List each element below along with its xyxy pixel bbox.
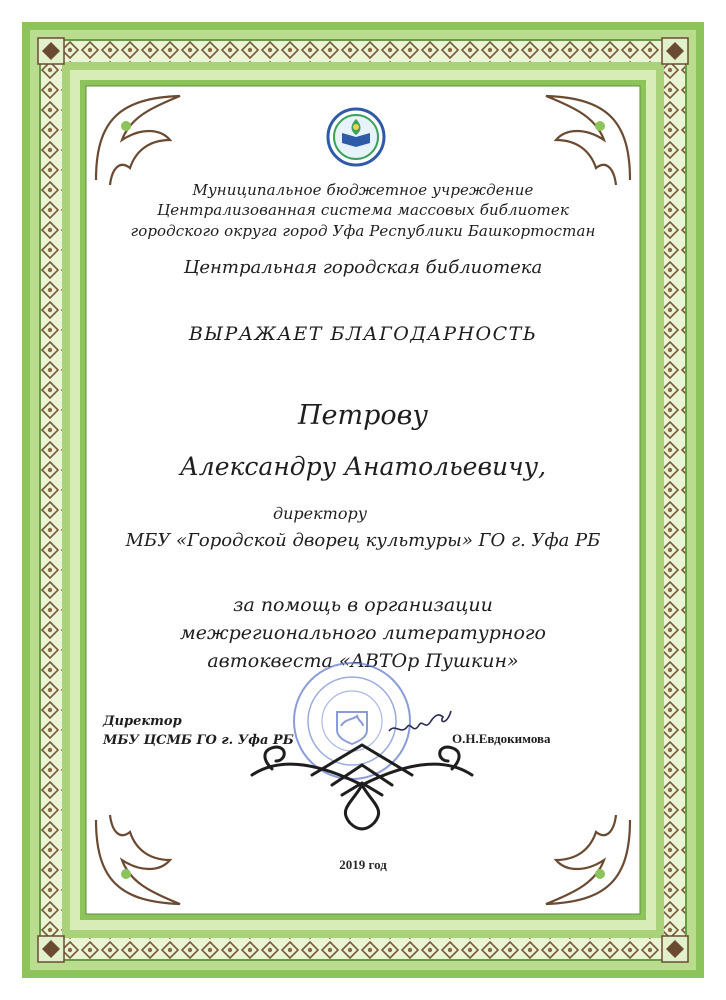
signatory-title-line-1: Директор (103, 714, 182, 729)
reason-line-2: межрегионального литературного (180, 622, 546, 644)
recipient-position: директору (272, 504, 368, 523)
signatory-title-line-2: МБУ ЦСМБ ГО г. Уфа РБ (103, 733, 294, 748)
reason-line-3: автоквеста «АВТОр Пушкин» (207, 650, 519, 672)
reason-line-1: за помощь в организации (233, 594, 493, 616)
library-emblem-icon (326, 107, 386, 167)
organization-line-3: городского округа город Уфа Республики Башкортостан (130, 222, 596, 240)
signatory-name: О.Н.Евдокимова (452, 731, 551, 746)
library-name: Центральная городская библиотека (183, 257, 543, 278)
certificate-heading: ВЫРАЖАЕТ БЛАГОДАРНОСТЬ (188, 323, 538, 345)
organization-line-2: Централизованная система массовых библиотек (157, 201, 569, 219)
recipient-surname: Петрову (297, 400, 429, 431)
organization-line-1: Муниципальное бюджетное учреждение (192, 181, 534, 199)
certificate-year: 2019 год (339, 857, 387, 872)
recipient-institution: МБУ «Городской дворец культуры» ГО г. Уфа РБ (125, 530, 601, 551)
bashkir-ornament-icon (242, 735, 482, 835)
recipient-name: Александру Анатольевичу, (179, 452, 547, 481)
